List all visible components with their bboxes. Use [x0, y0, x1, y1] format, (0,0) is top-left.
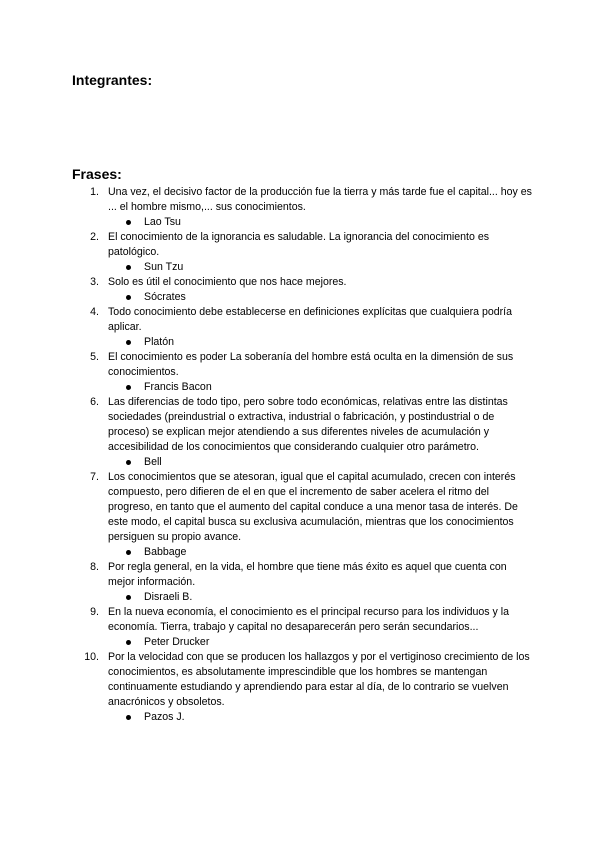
quote-text: El conocimiento de la ignorancia es saludable. La ignorancia del conocimiento es patológico.	[108, 231, 490, 258]
quote-text: Una vez, el decisivo factor de la producción fue la tierra y más tarde fue el capital... hoy es ... el hombre mismo,... sus conocimientos.	[108, 186, 532, 213]
bullet-icon	[126, 595, 131, 600]
quote-author: Babbage	[144, 546, 187, 558]
quote-author: Peter Drucker	[144, 636, 210, 648]
bullet-icon	[126, 295, 131, 300]
list-item	[72, 230, 532, 275]
quote-text: Solo es útil el conocimiento que nos hace mejores.	[108, 276, 347, 288]
quote-author: Sun Tzu	[144, 261, 184, 273]
quote-author: Platón	[144, 336, 175, 348]
quote-number: 2.	[90, 231, 99, 243]
integrantes-heading: Integrantes:	[72, 72, 153, 88]
quote-author: Francis Bacon	[144, 381, 212, 393]
quote-number: 8.	[90, 561, 99, 573]
quote-author-item	[108, 635, 532, 650]
quote-author-item	[108, 260, 532, 275]
quote-text: El conocimiento es poder La soberanía del hombre está oculta en la dimensión de sus conocimientos.	[108, 351, 514, 378]
list-item	[72, 185, 532, 230]
list-item	[72, 470, 532, 560]
quote-number: 9.	[90, 606, 99, 618]
quote-number: 7.	[90, 471, 99, 483]
quote-text: Por la velocidad con que se producen los hallazgos y por el vertiginoso crecimiento de los conocimientos, es absolutamente imprescindible que los hombres se mantengan continuamente estudiando y aprendiendo para estar al día, de lo contrario se vuelven anacrónicos y obsoletos.	[108, 651, 530, 708]
quote-author-item	[108, 455, 532, 470]
list-item	[72, 650, 532, 725]
quote-text: Los conocimientos que se atesoran, igual que el capital acumulado, crecen con interés compuesto, pero difieren de el en que el incremento de saber acelera el ritmo del progreso, en tanto que el aumento del capital conduce a una menor tasa de interés. De este modo, el capital busca su exclusiva acumulación, mientras que los conocimientos persiguen su propio avance.	[108, 471, 518, 543]
quote-text: Todo conocimiento debe establecerse en definiciones explícitas que cualquiera podría aplicar.	[108, 306, 512, 333]
quote-author-item	[108, 335, 532, 350]
quote-author: Lao Tsu	[144, 216, 181, 228]
list-item	[72, 560, 532, 605]
quote-author-item	[108, 545, 532, 560]
bullet-icon	[126, 640, 131, 645]
quote-text: Por regla general, en la vida, el hombre que tiene más éxito es aquel que cuenta con mejor información.	[108, 561, 507, 588]
quote-author-item	[108, 380, 532, 395]
frases-heading: Frases:	[72, 166, 122, 182]
quote-number: 3.	[90, 276, 99, 288]
quotes-list	[72, 185, 532, 725]
quote-number: 10.	[84, 651, 99, 663]
quote-author-item	[108, 590, 532, 605]
quote-author-item	[108, 290, 532, 305]
quote-author-item	[108, 710, 532, 725]
quote-author: Bell	[144, 456, 162, 468]
quote-text: En la nueva economía, el conocimiento es el principal recurso para los individuos y la economía. Tierra, trabajo y capital no desaparecerán pero serán secundarios...	[108, 606, 510, 633]
bullet-icon	[126, 265, 131, 270]
bullet-icon	[126, 220, 131, 225]
bullet-icon	[126, 550, 131, 555]
list-item	[72, 305, 532, 350]
list-item	[72, 395, 532, 470]
quote-number: 4.	[90, 306, 99, 318]
quote-number: 1.	[90, 186, 99, 198]
bullet-icon	[126, 385, 131, 390]
quote-text: Las diferencias de todo tipo, pero sobre todo económicas, relativas entre las distintas sociedades (preindustrial o extractiva, industrial o fabricación, y postindustrial o de proceso) se explican mejor atendiendo a sus diferentes niveles de acumulación y accesibilidad de los conocimientos que considerando cualquier otro parámetro.	[108, 396, 508, 453]
quote-author-item	[108, 215, 532, 230]
list-item	[72, 275, 532, 305]
bullet-icon	[126, 715, 131, 720]
bullet-icon	[126, 340, 131, 345]
list-item	[72, 350, 532, 395]
quote-number: 5.	[90, 351, 99, 363]
quote-number: 6.	[90, 396, 99, 408]
quote-author: Pazos J.	[144, 711, 185, 723]
bullet-icon	[126, 460, 131, 465]
quote-author: Sócrates	[144, 291, 186, 303]
quote-author: Disraeli B.	[144, 591, 193, 603]
list-item	[72, 605, 532, 650]
